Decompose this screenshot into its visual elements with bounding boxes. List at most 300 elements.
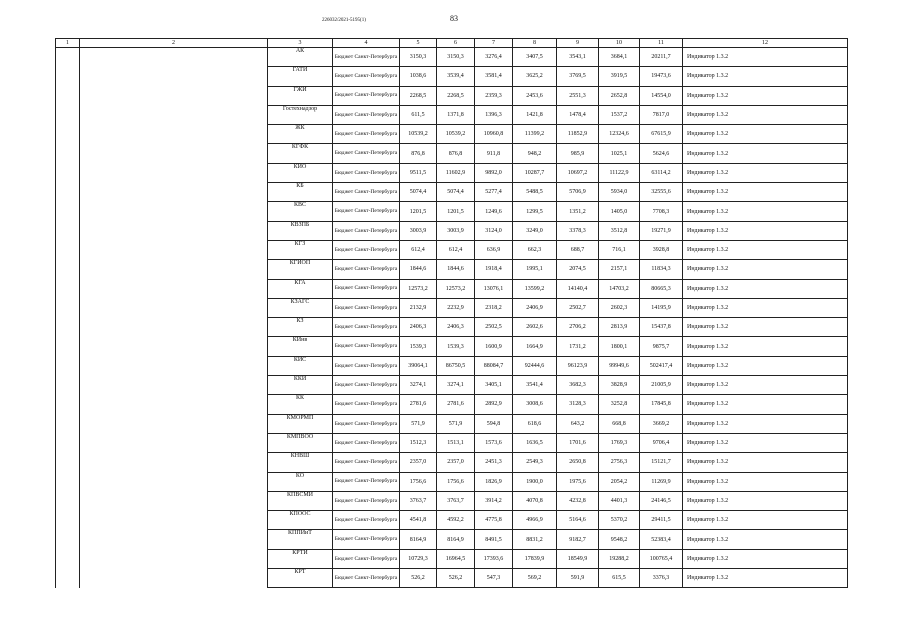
cell-col2	[80, 472, 268, 491]
cell-value-col8: 92444,6	[513, 356, 557, 375]
cell-funding-source: Бюджет Санкт-Петербурга	[333, 279, 400, 298]
cell-value-col9: 1731,2	[557, 337, 599, 356]
cell-col2	[80, 569, 268, 588]
cell-value-col9: 2502,7	[557, 298, 599, 317]
cell-col1	[56, 549, 80, 568]
cell-value-col11: 52383,4	[640, 530, 683, 549]
cell-value-col6: 526,2	[437, 569, 475, 588]
table-row	[56, 260, 848, 279]
cell-col1	[56, 414, 80, 433]
cell-agency-code: ГЖИ	[268, 86, 333, 105]
cell-indicator: Индикатор 1.3.2	[683, 453, 848, 472]
cell-value-col5: 2268,5	[400, 86, 437, 105]
cell-col1	[56, 125, 80, 144]
cell-value-col11: 3928,8	[640, 240, 683, 259]
cell-value-col8: 1636,5	[513, 433, 557, 452]
cell-col1	[56, 221, 80, 240]
cell-value-col6: 876,8	[437, 144, 475, 163]
cell-col1	[56, 48, 80, 67]
cell-value-col5: 1038,6	[400, 67, 437, 86]
cell-funding-source: Бюджет Санкт-Петербурга	[333, 414, 400, 433]
cell-value-col10: 2054,2	[599, 472, 640, 491]
cell-value-col7: 594,8	[475, 414, 513, 433]
cell-value-col6: 8164,9	[437, 530, 475, 549]
cell-value-col10: 3919,5	[599, 67, 640, 86]
cell-value-col7: 1918,4	[475, 260, 513, 279]
table-row	[56, 433, 848, 452]
cell-agency-code: КПВСМИ	[268, 491, 333, 510]
cell-agency-code: ГАТИ	[268, 67, 333, 86]
cell-col2	[80, 105, 268, 124]
cell-col1	[56, 202, 80, 221]
cell-value-col8: 618,6	[513, 414, 557, 433]
cell-agency-code: КВЗПБ	[268, 221, 333, 240]
col-header-11: 11	[640, 39, 683, 48]
cell-funding-source: Бюджет Санкт-Петербурга	[333, 67, 400, 86]
cell-col2	[80, 337, 268, 356]
cell-funding-source: Бюджет Санкт-Петербурга	[333, 453, 400, 472]
cell-value-col10: 1800,1	[599, 337, 640, 356]
cell-value-col10: 4401,3	[599, 491, 640, 510]
cell-value-col9: 2074,5	[557, 260, 599, 279]
cell-value-col5: 9511,5	[400, 163, 437, 182]
cell-agency-code: КПООС	[268, 511, 333, 530]
cell-funding-source: Бюджет Санкт-Петербурга	[333, 183, 400, 202]
cell-value-col9: 5164,6	[557, 511, 599, 530]
cell-value-col6: 10539,2	[437, 125, 475, 144]
cell-value-col8: 13599,2	[513, 279, 557, 298]
cell-col1	[56, 491, 80, 510]
cell-col1	[56, 144, 80, 163]
cell-value-col9: 1478,4	[557, 105, 599, 124]
cell-funding-source: Бюджет Санкт-Петербурга	[333, 105, 400, 124]
table-row	[56, 356, 848, 375]
cell-value-col10: 12324,6	[599, 125, 640, 144]
cell-value-col6: 612,4	[437, 240, 475, 259]
cell-value-col8: 3407,5	[513, 48, 557, 67]
cell-value-col7: 3124,0	[475, 221, 513, 240]
document-id: 226032/2021-5195(1)	[322, 18, 366, 23]
cell-funding-source: Бюджет Санкт-Петербурга	[333, 549, 400, 568]
budget-table	[55, 38, 848, 588]
cell-indicator: Индикатор 1.3.2	[683, 221, 848, 240]
cell-value-col5: 1539,3	[400, 337, 437, 356]
cell-value-col11: 15121,7	[640, 453, 683, 472]
cell-value-col5: 10539,2	[400, 125, 437, 144]
cell-value-col11: 21005,9	[640, 376, 683, 395]
cell-value-col11: 7708,3	[640, 202, 683, 221]
cell-value-col7: 3581,4	[475, 67, 513, 86]
cell-col2	[80, 221, 268, 240]
cell-value-col6: 1371,8	[437, 105, 475, 124]
cell-value-col10: 716,1	[599, 240, 640, 259]
cell-value-col10: 3828,9	[599, 376, 640, 395]
cell-funding-source: Бюджет Санкт-Петербурга	[333, 569, 400, 588]
cell-value-col8: 1995,1	[513, 260, 557, 279]
cell-agency-code: КК	[268, 395, 333, 414]
cell-value-col11: 14195,9	[640, 298, 683, 317]
cell-value-col7: 911,8	[475, 144, 513, 163]
cell-value-col11: 7817,0	[640, 105, 683, 124]
cell-value-col10: 1537,2	[599, 105, 640, 124]
cell-value-col5: 1844,6	[400, 260, 437, 279]
cell-value-col8: 3249,0	[513, 221, 557, 240]
cell-col2	[80, 48, 268, 67]
cell-value-col5: 3274,1	[400, 376, 437, 395]
cell-value-col6: 86750,5	[437, 356, 475, 375]
cell-value-col6: 2781,6	[437, 395, 475, 414]
table-row	[56, 240, 848, 259]
cell-value-col9: 2650,8	[557, 453, 599, 472]
cell-value-col10: 2652,8	[599, 86, 640, 105]
table-row	[56, 163, 848, 182]
cell-funding-source: Бюджет Санкт-Петербурга	[333, 318, 400, 337]
cell-value-col8: 4966,9	[513, 511, 557, 530]
cell-funding-source: Бюджет Санкт-Петербурга	[333, 221, 400, 240]
cell-col2	[80, 163, 268, 182]
cell-col1	[56, 569, 80, 588]
cell-value-col11: 19473,6	[640, 67, 683, 86]
cell-value-col10: 3684,1	[599, 48, 640, 67]
cell-value-col8: 1664,9	[513, 337, 557, 356]
cell-col2	[80, 395, 268, 414]
cell-col1	[56, 298, 80, 317]
cell-value-col7: 17393,6	[475, 549, 513, 568]
cell-value-col10: 1025,1	[599, 144, 640, 163]
cell-value-col6: 3763,7	[437, 491, 475, 510]
cell-agency-code: КО	[268, 472, 333, 491]
cell-value-col7: 3405,1	[475, 376, 513, 395]
cell-value-col7: 1396,3	[475, 105, 513, 124]
cell-value-col10: 19288,2	[599, 549, 640, 568]
table-row	[56, 202, 848, 221]
cell-indicator: Индикатор 1.3.2	[683, 86, 848, 105]
cell-col2	[80, 260, 268, 279]
cell-col1	[56, 472, 80, 491]
cell-col2	[80, 376, 268, 395]
cell-value-col7: 1249,6	[475, 202, 513, 221]
cell-value-col11: 29411,5	[640, 511, 683, 530]
cell-value-col9: 591,9	[557, 569, 599, 588]
cell-value-col9: 688,7	[557, 240, 599, 259]
cell-indicator: Индикатор 1.3.2	[683, 144, 848, 163]
cell-value-col5: 5074,4	[400, 183, 437, 202]
table-row	[56, 376, 848, 395]
cell-col1	[56, 318, 80, 337]
cell-col1	[56, 530, 80, 549]
cell-value-col11: 9706,4	[640, 433, 683, 452]
table-row	[56, 337, 848, 356]
cell-value-col6: 1756,6	[437, 472, 475, 491]
cell-value-col10: 11122,9	[599, 163, 640, 182]
cell-value-col6: 571,9	[437, 414, 475, 433]
cell-value-col6: 1201,5	[437, 202, 475, 221]
cell-value-col7: 13076,1	[475, 279, 513, 298]
cell-value-col5: 2406,3	[400, 318, 437, 337]
cell-agency-code: КИнв	[268, 337, 333, 356]
col-header-8: 8	[513, 39, 557, 48]
cell-value-col11: 502417,4	[640, 356, 683, 375]
cell-value-col8: 11399,2	[513, 125, 557, 144]
cell-agency-code: КМОРМП	[268, 414, 333, 433]
table-row	[56, 491, 848, 510]
cell-value-col11: 15437,8	[640, 318, 683, 337]
cell-agency-code: КГФК	[268, 144, 333, 163]
cell-indicator: Индикатор 1.3.2	[683, 105, 848, 124]
cell-value-col6: 1844,6	[437, 260, 475, 279]
cell-value-col10: 3252,8	[599, 395, 640, 414]
cell-value-col11: 17845,8	[640, 395, 683, 414]
cell-value-col7: 5277,4	[475, 183, 513, 202]
cell-value-col8: 2453,6	[513, 86, 557, 105]
cell-value-col5: 611,5	[400, 105, 437, 124]
table-row	[56, 511, 848, 530]
cell-col2	[80, 414, 268, 433]
cell-funding-source: Бюджет Санкт-Петербурга	[333, 530, 400, 549]
table-row	[56, 530, 848, 549]
cell-col2	[80, 453, 268, 472]
cell-value-col10: 2602,3	[599, 298, 640, 317]
cell-agency-code: КЗАГС	[268, 298, 333, 317]
cell-value-col5: 2781,6	[400, 395, 437, 414]
cell-value-col11: 5624,6	[640, 144, 683, 163]
cell-funding-source: Бюджет Санкт-Петербурга	[333, 376, 400, 395]
cell-col1	[56, 240, 80, 259]
cell-indicator: Индикатор 1.3.2	[683, 549, 848, 568]
cell-value-col7: 4775,8	[475, 511, 513, 530]
cell-value-col5: 8164,9	[400, 530, 437, 549]
cell-agency-code: КИС	[268, 356, 333, 375]
cell-value-col9: 3543,1	[557, 48, 599, 67]
cell-value-col7: 3914,2	[475, 491, 513, 510]
cell-value-col11: 32555,6	[640, 183, 683, 202]
cell-col2	[80, 511, 268, 530]
cell-funding-source: Бюджет Санкт-Петербурга	[333, 240, 400, 259]
cell-funding-source: Бюджет Санкт-Петербурга	[333, 260, 400, 279]
cell-funding-source: Бюджет Санкт-Петербурга	[333, 144, 400, 163]
cell-indicator: Индикатор 1.3.2	[683, 433, 848, 452]
cell-value-col10: 2756,3	[599, 453, 640, 472]
table-row	[56, 144, 848, 163]
cell-agency-code: КРТ	[268, 569, 333, 588]
cell-value-col7: 3276,4	[475, 48, 513, 67]
cell-value-col9: 5706,9	[557, 183, 599, 202]
cell-value-col10: 615,5	[599, 569, 640, 588]
cell-col1	[56, 105, 80, 124]
table-row	[56, 279, 848, 298]
cell-value-col9: 9182,7	[557, 530, 599, 549]
cell-indicator: Индикатор 1.3.2	[683, 511, 848, 530]
cell-value-col10: 9548,2	[599, 530, 640, 549]
col-header-7: 7	[475, 39, 513, 48]
cell-value-col8: 3541,4	[513, 376, 557, 395]
cell-value-col6: 2406,3	[437, 318, 475, 337]
cell-value-col10: 1769,3	[599, 433, 640, 452]
cell-value-col8: 2406,9	[513, 298, 557, 317]
table-row	[56, 414, 848, 433]
cell-value-col7: 2318,2	[475, 298, 513, 317]
col-header-6: 6	[437, 39, 475, 48]
table-row	[56, 318, 848, 337]
cell-col1	[56, 163, 80, 182]
cell-value-col9: 4232,8	[557, 491, 599, 510]
cell-value-col7: 2502,5	[475, 318, 513, 337]
cell-indicator: Индикатор 1.3.2	[683, 569, 848, 588]
cell-value-col7: 636,9	[475, 240, 513, 259]
cell-value-col8: 3625,2	[513, 67, 557, 86]
cell-funding-source: Бюджет Санкт-Петербурга	[333, 163, 400, 182]
cell-value-col10: 3512,8	[599, 221, 640, 240]
cell-value-col10: 5370,2	[599, 511, 640, 530]
cell-agency-code: КГЗ	[268, 240, 333, 259]
cell-value-col9: 11852,9	[557, 125, 599, 144]
cell-indicator: Индикатор 1.3.2	[683, 491, 848, 510]
cell-value-col9: 1351,2	[557, 202, 599, 221]
cell-col2	[80, 318, 268, 337]
cell-col2	[80, 86, 268, 105]
cell-funding-source: Бюджет Санкт-Петербурга	[333, 472, 400, 491]
cell-funding-source: Бюджет Санкт-Петербурга	[333, 337, 400, 356]
cell-value-col8: 10287,7	[513, 163, 557, 182]
cell-value-col5: 1756,6	[400, 472, 437, 491]
cell-value-col7: 1573,6	[475, 433, 513, 452]
cell-value-col9: 14140,4	[557, 279, 599, 298]
cell-value-col5: 1201,5	[400, 202, 437, 221]
cell-col1	[56, 511, 80, 530]
cell-value-col7: 88084,7	[475, 356, 513, 375]
cell-col1	[56, 356, 80, 375]
table-row	[56, 569, 848, 588]
cell-agency-code: КППИиТ	[268, 530, 333, 549]
cell-value-col9: 10697,2	[557, 163, 599, 182]
cell-value-col6: 3274,1	[437, 376, 475, 395]
cell-value-col11: 9875,7	[640, 337, 683, 356]
cell-value-col11: 67615,9	[640, 125, 683, 144]
table-row	[56, 67, 848, 86]
cell-value-col7: 1600,9	[475, 337, 513, 356]
cell-value-col6: 1539,3	[437, 337, 475, 356]
cell-value-col10: 2813,9	[599, 318, 640, 337]
cell-value-col8: 1900,0	[513, 472, 557, 491]
cell-col2	[80, 433, 268, 452]
cell-col1	[56, 67, 80, 86]
cell-funding-source: Бюджет Санкт-Петербурга	[333, 298, 400, 317]
cell-agency-code: КГА	[268, 279, 333, 298]
cell-value-col8: 17839,9	[513, 549, 557, 568]
cell-agency-code: АК	[268, 48, 333, 67]
table-row	[56, 472, 848, 491]
cell-agency-code: КБ	[268, 183, 333, 202]
cell-value-col11: 100765,4	[640, 549, 683, 568]
cell-col1	[56, 260, 80, 279]
cell-indicator: Индикатор 1.3.2	[683, 337, 848, 356]
cell-col2	[80, 183, 268, 202]
cell-value-col8: 1421,8	[513, 105, 557, 124]
table-row	[56, 395, 848, 414]
cell-value-col10: 99949,6	[599, 356, 640, 375]
cell-value-col10: 668,8	[599, 414, 640, 433]
cell-funding-source: Бюджет Санкт-Петербурга	[333, 395, 400, 414]
cell-value-col8: 3008,6	[513, 395, 557, 414]
cell-value-col9: 2551,3	[557, 86, 599, 105]
table-row	[56, 453, 848, 472]
cell-value-col11: 3376,3	[640, 569, 683, 588]
cell-value-col11: 63114,2	[640, 163, 683, 182]
cell-value-col8: 569,2	[513, 569, 557, 588]
cell-value-col5: 612,4	[400, 240, 437, 259]
table-row	[56, 221, 848, 240]
cell-value-col9: 643,2	[557, 414, 599, 433]
cell-col1	[56, 86, 80, 105]
cell-value-col9: 2706,2	[557, 318, 599, 337]
cell-value-col6: 5074,4	[437, 183, 475, 202]
cell-col2	[80, 240, 268, 259]
cell-col2	[80, 144, 268, 163]
cell-indicator: Индикатор 1.3.2	[683, 376, 848, 395]
cell-indicator: Индикатор 1.3.2	[683, 163, 848, 182]
cell-funding-source: Бюджет Санкт-Петербурга	[333, 125, 400, 144]
cell-indicator: Индикатор 1.3.2	[683, 298, 848, 317]
cell-value-col11: 11834,3	[640, 260, 683, 279]
cell-value-col9: 3769,5	[557, 67, 599, 86]
cell-value-col9: 3128,3	[557, 395, 599, 414]
cell-value-col8: 1299,5	[513, 202, 557, 221]
cell-value-col6: 3539,4	[437, 67, 475, 86]
cell-agency-code: Гостехнадзор	[268, 105, 333, 124]
cell-col2	[80, 279, 268, 298]
cell-indicator: Индикатор 1.3.2	[683, 356, 848, 375]
column-number-row	[56, 39, 848, 48]
cell-agency-code: КМПВОО	[268, 433, 333, 452]
table-body	[56, 48, 848, 588]
cell-value-col9: 1701,6	[557, 433, 599, 452]
col-header-10: 10	[599, 39, 640, 48]
table-row	[56, 86, 848, 105]
cell-value-col7: 10960,8	[475, 125, 513, 144]
cell-value-col9: 3378,3	[557, 221, 599, 240]
cell-value-col6: 4592,2	[437, 511, 475, 530]
cell-value-col10: 14703,2	[599, 279, 640, 298]
table-row	[56, 105, 848, 124]
page-number: 83	[450, 14, 458, 23]
cell-indicator: Индикатор 1.3.2	[683, 260, 848, 279]
cell-value-col7: 547,3	[475, 569, 513, 588]
cell-agency-code: КЗ	[268, 318, 333, 337]
cell-value-col8: 2602,6	[513, 318, 557, 337]
cell-value-col6: 1513,1	[437, 433, 475, 452]
cell-value-col9: 18549,9	[557, 549, 599, 568]
cell-col1	[56, 395, 80, 414]
table-row	[56, 298, 848, 317]
cell-value-col5: 4541,8	[400, 511, 437, 530]
table-row	[56, 183, 848, 202]
cell-col1	[56, 453, 80, 472]
cell-indicator: Индикатор 1.3.2	[683, 472, 848, 491]
cell-agency-code: ККИ	[268, 376, 333, 395]
cell-col2	[80, 530, 268, 549]
cell-funding-source: Бюджет Санкт-Петербурга	[333, 433, 400, 452]
cell-value-col6: 3003,9	[437, 221, 475, 240]
cell-funding-source: Бюджет Санкт-Петербурга	[333, 491, 400, 510]
cell-value-col11: 14554,0	[640, 86, 683, 105]
cell-col2	[80, 125, 268, 144]
col-header-4: 4	[333, 39, 400, 48]
cell-value-col6: 2268,5	[437, 86, 475, 105]
cell-value-col8: 948,2	[513, 144, 557, 163]
cell-indicator: Индикатор 1.3.2	[683, 202, 848, 221]
cell-agency-code: КРТИ	[268, 549, 333, 568]
cell-col1	[56, 279, 80, 298]
